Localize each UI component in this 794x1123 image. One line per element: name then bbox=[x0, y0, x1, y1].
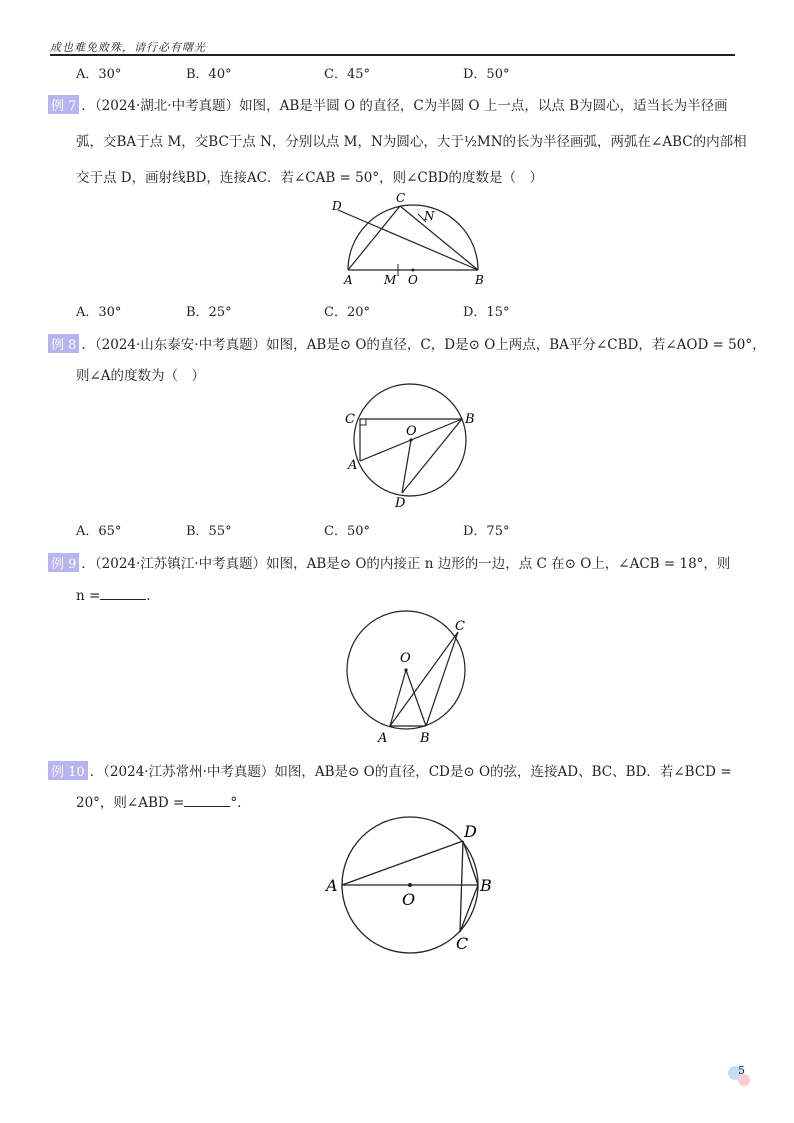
label-c: C bbox=[455, 619, 465, 634]
option-d: D．15° bbox=[463, 305, 510, 320]
right-angle-mark bbox=[360, 419, 366, 425]
option-b: B．25° bbox=[186, 305, 232, 320]
label-b: B bbox=[420, 731, 430, 746]
point-o bbox=[408, 883, 412, 887]
q10-line2-pre: 20°，则∠ABD = bbox=[76, 795, 185, 811]
option-b: B．55° bbox=[186, 524, 232, 539]
q9-tag: 例 9 bbox=[48, 553, 79, 572]
label-c: C bbox=[396, 191, 406, 205]
segment-bc bbox=[400, 206, 478, 270]
label-o: O bbox=[408, 273, 418, 287]
label-o: O bbox=[406, 424, 417, 439]
label-c: C bbox=[345, 412, 355, 427]
q9-line2-post: ． bbox=[146, 588, 160, 604]
segment-ob bbox=[406, 670, 426, 726]
label-c: C bbox=[456, 934, 469, 953]
q7-tag: 例 7 bbox=[48, 95, 79, 114]
label-o: O bbox=[400, 651, 411, 666]
label-o: O bbox=[402, 890, 416, 909]
q10-line-1 bbox=[48, 760, 732, 780]
option-a: A．30° bbox=[76, 67, 122, 82]
q9-answer-blank[interactable] bbox=[100, 587, 146, 600]
option-d: D．50° bbox=[463, 67, 510, 82]
q9-line-2 bbox=[76, 584, 160, 604]
point-o bbox=[412, 269, 415, 272]
q10-tag: 例 10 bbox=[48, 761, 88, 780]
q8-line-2: 则∠A的度数为（ ） bbox=[76, 368, 206, 384]
segment-od bbox=[402, 440, 411, 493]
label-a: A bbox=[378, 731, 388, 746]
label-b: B bbox=[465, 412, 475, 427]
option-a: A．65° bbox=[76, 524, 122, 539]
q10-figure bbox=[320, 815, 505, 960]
q8-line-1 bbox=[48, 333, 766, 353]
label-b: B bbox=[475, 273, 484, 287]
option-d: D．75° bbox=[463, 524, 510, 539]
q10-text-1: ．（2024·江苏常州·中考真题）如图，AB是⊙ O的直径，CD是⊙ O的弦，连接AD、BC、BD．若∠BCD = bbox=[89, 764, 732, 780]
q7-line-1 bbox=[48, 94, 728, 114]
label-a: A bbox=[348, 458, 358, 473]
segment-bc bbox=[460, 885, 478, 932]
label-n: N bbox=[424, 209, 435, 223]
header-motto: 成也难免败殊，请行必有曙光 bbox=[50, 41, 206, 54]
q10-answer-blank[interactable] bbox=[184, 794, 230, 807]
label-a: A bbox=[344, 273, 353, 287]
label-a: A bbox=[326, 876, 338, 895]
option-c: C．20° bbox=[324, 305, 370, 320]
q7-figure bbox=[320, 190, 500, 290]
q9-text-1: ．（2024·江苏镇江·中考真题）如图，AB是⊙ O的内接正 n 边形的一边，点 C 在⊙ O上，∠ACB = 18°，则 bbox=[81, 556, 731, 572]
label-d: D bbox=[464, 822, 477, 841]
page-header bbox=[50, 36, 735, 56]
page-number: 5 bbox=[738, 1064, 745, 1077]
option-b: B．40° bbox=[186, 67, 232, 82]
point-o bbox=[404, 668, 407, 671]
option-a: A．30° bbox=[76, 305, 122, 320]
q7-text-1: ．（2024·湖北·中考真题）如图，AB是半圆 O 的直径，C为半圆 O 上一点，以点 B为圆心，适当长为半径画 bbox=[81, 98, 728, 114]
segment-ad bbox=[342, 841, 463, 885]
semicircle bbox=[348, 205, 478, 270]
option-c: C．45° bbox=[324, 67, 370, 82]
q10-line-2 bbox=[76, 791, 251, 811]
ray-bd bbox=[338, 210, 478, 270]
label-b: B bbox=[480, 876, 492, 895]
q10-line2-post: °． bbox=[230, 795, 251, 811]
segment-bc bbox=[426, 632, 458, 726]
q9-line2-pre: n = bbox=[76, 588, 101, 604]
label-d: D bbox=[332, 199, 342, 213]
q8-tag: 例 8 bbox=[48, 334, 79, 353]
q8-text-1: ．（2024·山东泰安·中考真题）如图，AB是⊙ O的直径，C，D是⊙ O上两点，BA平分∠CBD，若∠AOD = 50°， bbox=[81, 337, 766, 353]
q9-figure bbox=[340, 612, 480, 747]
q7-line-2: 弧，交BA于点 M，交BC于点 N，分别以点 M，N为圆心，大于½MN的长为半径画弧，两弧在∠ABC的内部相 bbox=[76, 134, 747, 150]
q9-line-1 bbox=[48, 552, 730, 572]
label-d: D bbox=[395, 496, 406, 511]
segment-bd bbox=[463, 841, 478, 885]
q8-figure bbox=[340, 385, 490, 515]
label-m: M bbox=[384, 273, 397, 287]
chord-cd bbox=[460, 841, 463, 932]
q7-line-3: 交于点 D，画射线BD，连接AC．若∠CAB = 50°，则∠CBD的度数是（ ） bbox=[76, 170, 543, 186]
segment-oa bbox=[390, 670, 406, 726]
option-c: C．50° bbox=[324, 524, 370, 539]
